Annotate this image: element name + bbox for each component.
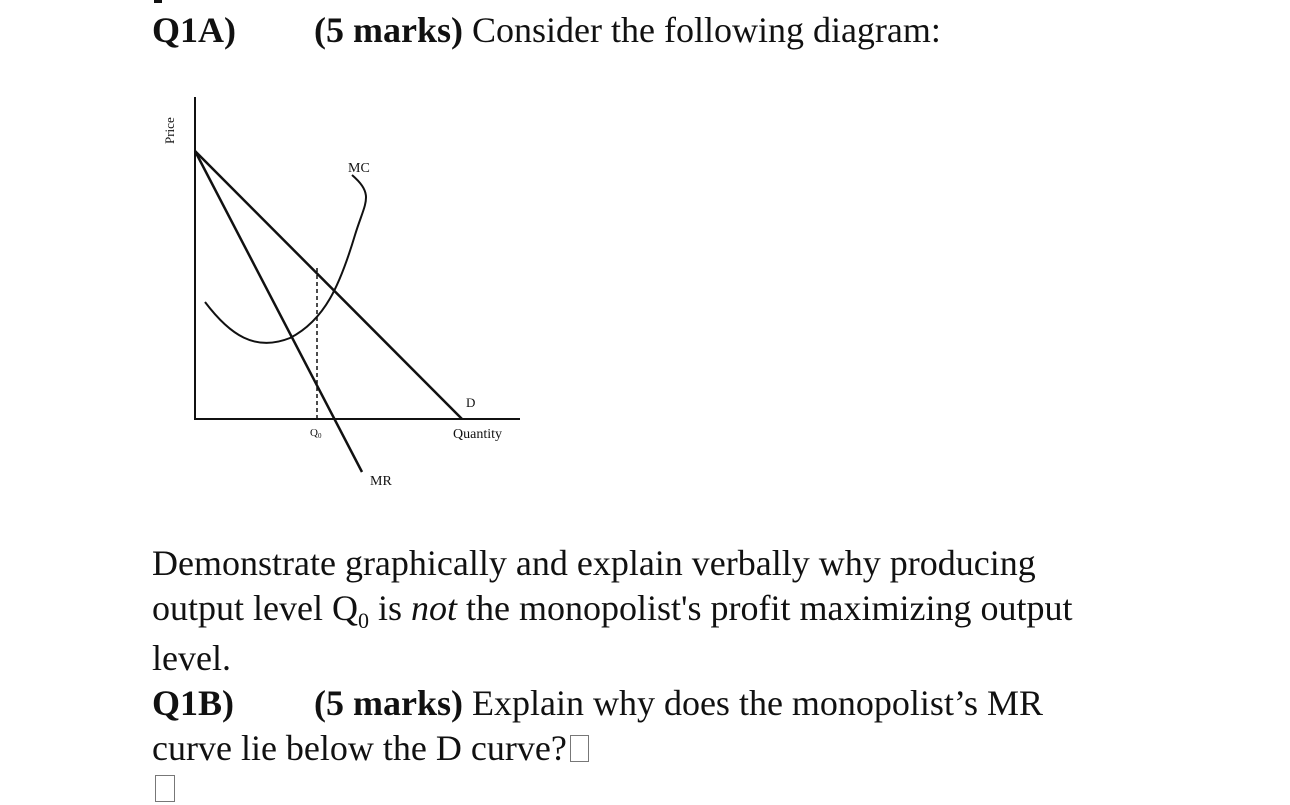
mc-label: MC	[348, 161, 370, 176]
missing-glyph-box-icon	[570, 735, 589, 762]
q0-subscript: 0	[317, 432, 322, 440]
q1a-number: Q1A)	[152, 10, 236, 50]
q1a-text: Consider the following diagram:	[462, 10, 941, 50]
scan-artifact-mark	[154, 0, 162, 3]
body-line-2	[152, 585, 1072, 636]
q1b-heading	[152, 680, 1043, 726]
emphasis-not: not	[410, 588, 457, 628]
missing-glyph-box-icon	[155, 775, 175, 802]
d-label: D	[466, 395, 476, 410]
q1a-marks: (5 marks)	[314, 10, 463, 50]
x-axis-label: Quantity	[453, 427, 502, 442]
mr-label: MR	[370, 474, 392, 489]
demand-curve	[195, 151, 462, 419]
q1b-text-a: Explain why does the monopolist’s MR	[462, 683, 1043, 723]
body-line-2-end: the monopolist's profit maximizing output	[457, 588, 1073, 628]
body-line-3: level.	[152, 638, 231, 678]
y-axis-label: Price	[162, 117, 177, 144]
q1a-heading	[152, 8, 941, 52]
q0-label	[310, 427, 322, 440]
body-line-1: Demonstrate graphically and explain verbally why producing	[152, 543, 1036, 583]
body-line-2-is: is	[368, 588, 411, 628]
mc-curve	[205, 175, 366, 343]
q1b-marks: (5 marks)	[314, 683, 463, 723]
q1b-line-2	[152, 725, 589, 771]
body-line-2-start: output level Q	[152, 588, 358, 628]
q0-body-subscript: 0	[357, 608, 369, 633]
mr-curve	[195, 151, 362, 472]
q1b-number: Q1B)	[152, 683, 235, 723]
monopoly-diagram	[150, 90, 530, 500]
q0-letter: Q	[310, 427, 318, 439]
q1b-text-b: curve lie below the D curve?	[152, 728, 567, 768]
